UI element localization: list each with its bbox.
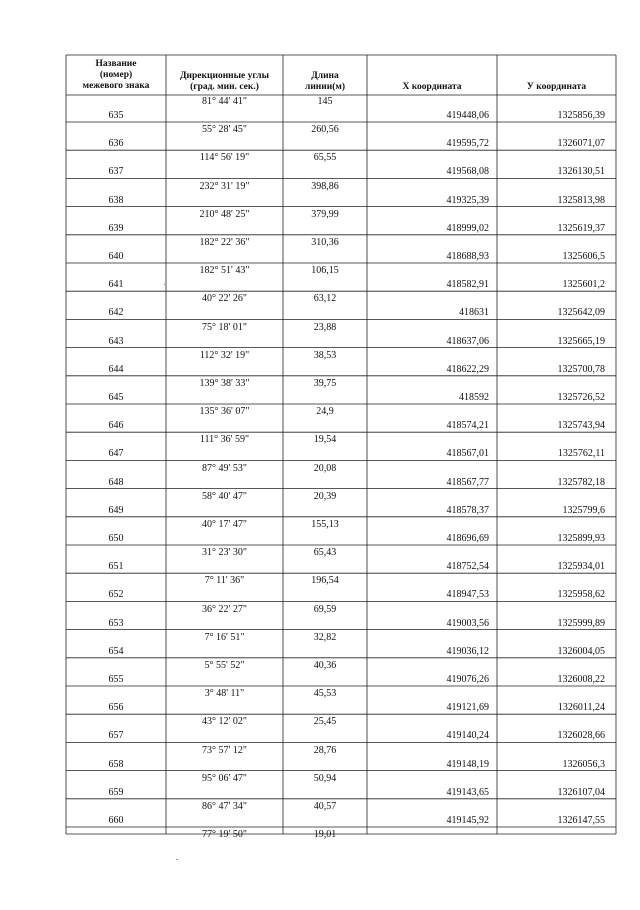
segment-angle: 40° 22' 26": [202, 293, 247, 305]
point-y: 1325813,98: [557, 194, 605, 206]
header-name-line: Название: [95, 59, 137, 69]
segment-angle: 55° 28' 45": [202, 124, 247, 136]
point-name: 657: [108, 730, 124, 742]
segment-angle: 182° 51' 43": [199, 265, 250, 277]
segment-length: 40,36: [313, 660, 337, 671]
segment-length: 20,08: [313, 462, 337, 474]
point-y: 1325762,11: [557, 448, 605, 460]
segment-length: 45,53: [313, 688, 337, 700]
point-y: 1326011,24: [557, 702, 605, 714]
point-y: 1325799,6: [562, 504, 605, 516]
point-y: 1326130,51: [557, 166, 605, 178]
point-y: 1326107,04: [557, 786, 605, 798]
header-x: [367, 82, 497, 93]
segment-angle: 86° 47' 34": [202, 801, 247, 812]
point-y: 1325642,09: [557, 307, 605, 319]
segment-angle: 58° 40' 47": [202, 490, 247, 502]
point-x: 418752,54: [446, 561, 489, 573]
segment-length: 65,55: [313, 152, 337, 164]
point-x: 418631: [459, 307, 489, 319]
segment-angle: 36° 22' 27": [202, 603, 247, 615]
point-x: 418567,01: [446, 448, 489, 460]
point-y: 1325619,37: [557, 222, 605, 234]
point-name: 650: [108, 533, 124, 544]
segment-length: 106,15: [311, 265, 339, 277]
segment-angle: 7° 11' 36": [204, 575, 245, 587]
header-length-line: линии(м): [304, 82, 346, 92]
segment-angle: 112° 32' 19": [199, 349, 250, 361]
point-y: 1325606,5: [562, 251, 605, 262]
segment-angle: 95° 06' 47": [202, 772, 247, 784]
segment-angle: 111° 36' 59": [199, 434, 250, 446]
point-x: 418696,69: [446, 533, 489, 544]
point-name: 645: [108, 392, 124, 403]
point-x: 419076,26: [446, 674, 489, 685]
segment-angle: 43° 12' 02": [202, 716, 247, 728]
point-name: 641: [108, 279, 124, 291]
segment-angle: 75° 18' 01": [202, 321, 247, 333]
point-y: 1325934,01: [557, 561, 605, 573]
segment-length: 145: [317, 96, 333, 107]
point-name: 653: [108, 617, 124, 629]
point-name: 636: [108, 138, 124, 150]
point-name: 639: [108, 222, 124, 234]
point-x: 419036,12: [446, 645, 489, 657]
header-angle-line: Дирекционные углы: [180, 71, 269, 81]
point-y: 1325899,93: [557, 533, 605, 544]
point-y: 1326028,66: [557, 730, 605, 742]
point-name: 635: [108, 110, 124, 121]
point-name: 649: [108, 504, 124, 516]
point-y: 1325958,62: [557, 589, 605, 601]
segment-length: 23,88: [313, 321, 337, 333]
segment-length: 50,94: [313, 772, 337, 784]
point-y: 1325601,2: [562, 279, 605, 291]
point-x: 419325,39: [446, 194, 489, 206]
point-y: 1325743,94: [557, 420, 605, 432]
point-name: 637: [108, 166, 124, 178]
point-y: 1325999,89: [557, 617, 605, 629]
point-x: 419148,19: [446, 758, 489, 770]
point-x: 418688,93: [446, 251, 489, 262]
header-name-line: межевого знака: [82, 81, 150, 91]
point-y: 1325700,78: [557, 363, 605, 375]
point-name: 644: [108, 363, 124, 375]
point-y: 1326004,05: [557, 645, 605, 657]
segment-angle: 182° 22' 36": [199, 237, 250, 248]
point-y: 1326147,55: [557, 815, 605, 826]
point-name: 659: [108, 786, 124, 798]
point-name: 646: [108, 420, 124, 432]
segment-angle: 31° 23' 30": [202, 547, 247, 559]
point-y: 1325856,39: [557, 110, 605, 121]
scan-speck: [176, 859, 178, 860]
segment-length: 32,82: [313, 631, 337, 643]
point-name: 654: [108, 645, 124, 657]
point-x: 419448,06: [446, 110, 489, 121]
segment-length: 20,39: [313, 490, 337, 502]
segment-angle: 81° 44' 41": [202, 96, 247, 107]
segment-length: 28,76: [313, 744, 337, 756]
point-name: 647: [108, 448, 124, 460]
point-x: 418999,02: [446, 222, 489, 234]
header-name-line: (номер): [99, 70, 133, 80]
point-x: 418574,21: [446, 420, 489, 432]
segment-length: 24,9: [316, 406, 334, 418]
segment-angle: 114° 56' 19": [199, 152, 250, 164]
segment-length: 260,56: [311, 124, 339, 136]
header-y: [497, 82, 616, 93]
segment-angle: 3° 48' 11": [204, 688, 245, 700]
point-name: 651: [108, 561, 124, 573]
segment-length: 25,45: [313, 716, 337, 728]
segment-length: 63,12: [313, 293, 337, 305]
point-x: 419143,65: [446, 786, 489, 798]
point-name: 660: [108, 815, 124, 826]
point-x: 418592: [459, 392, 489, 403]
segment-angle: 7° 16' 51": [204, 631, 245, 643]
point-y: 1326056,3: [562, 758, 605, 770]
segment-length: 196,54: [311, 575, 339, 587]
point-name: 658: [108, 758, 124, 770]
point-x: 419140,24: [446, 730, 489, 742]
point-x: 419568,08: [446, 166, 489, 178]
header-y-line: У координата: [526, 82, 587, 92]
segment-angle: 5° 55' 52": [204, 660, 245, 671]
point-x: 418567,77: [446, 476, 489, 488]
segment-length: 155,13: [311, 519, 339, 530]
point-name: 643: [108, 335, 124, 347]
segment-angle: 73° 57' 12": [202, 744, 247, 756]
point-x: 419121,69: [446, 702, 489, 714]
segment-length: 379,99: [311, 208, 339, 220]
point-name: 656: [108, 702, 124, 714]
point-x: 418622,29: [446, 363, 489, 375]
segment-length: 19,01: [313, 829, 337, 841]
segment-angle: 40° 17' 47": [202, 519, 247, 530]
header-x-line: X координата: [402, 82, 462, 92]
point-x: 419145,92: [446, 815, 489, 826]
segment-length: 40,57: [313, 801, 337, 812]
point-x: 419003,56: [446, 617, 489, 629]
point-x: 418582,91: [446, 279, 489, 291]
header-angle: [166, 71, 283, 93]
segment-angle: 135° 36' 07": [199, 406, 250, 418]
segment-length: 39,75: [313, 378, 337, 389]
segment-length: 69,59: [313, 603, 337, 615]
segment-angle: 77° 19' 50": [202, 829, 247, 841]
segment-length: 65,43: [313, 547, 337, 559]
point-x: 418637,06: [446, 335, 489, 347]
segment-length: 19,54: [313, 434, 337, 446]
point-y: 1326071,07: [557, 138, 605, 150]
point-name: 655: [108, 674, 124, 685]
point-name: 640: [108, 251, 124, 262]
header-length-line: Длина: [311, 71, 339, 81]
segment-angle: 210° 48' 25": [199, 208, 250, 220]
point-name: 652: [108, 589, 124, 601]
point-name: 648: [108, 476, 124, 488]
point-x: 419595,72: [446, 138, 489, 150]
point-y: 1326008,22: [557, 674, 605, 685]
scan-speck: [164, 284, 166, 285]
segment-length: 310,36: [311, 237, 339, 248]
header-length: [283, 71, 367, 93]
segment-length: 38,53: [313, 349, 337, 361]
segment-angle: 139° 38' 33": [199, 378, 250, 389]
header-angle-line: (град. мин. сек.): [190, 82, 259, 92]
point-name: 642: [108, 307, 124, 319]
point-y: 1325726,52: [557, 392, 605, 403]
point-x: 418947,53: [446, 589, 489, 601]
point-y: 1325782,18: [557, 476, 605, 488]
segment-angle: 87° 49' 53": [202, 462, 247, 474]
segment-angle: 232° 31' 19": [199, 180, 250, 192]
point-y: 1325665,19: [557, 335, 605, 347]
header-name: [66, 59, 166, 92]
point-x: 418578,37: [446, 504, 489, 516]
segment-length: 398,86: [311, 180, 339, 192]
point-name: 638: [108, 194, 124, 206]
